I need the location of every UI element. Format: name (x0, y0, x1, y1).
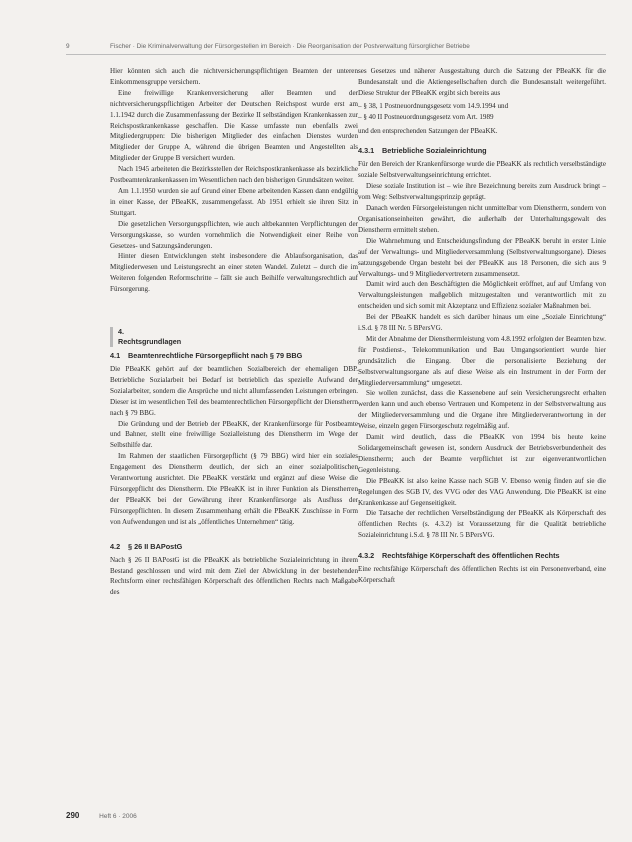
paragraph: Die Gründung und der Betrieb der PBeaKK, der Krankenfürsorge für Postbeamte und Bahner, stellt eine freiwillige Sozialleistung des Dienstherrn im Wege der Selbsthilfe dar. (110, 419, 358, 450)
paragraph: Die PBeaKK gehört auf der beamtlichen Sozialbereich der ehemaligen DBP. Betriebliche Sozialarbeit bei Bedarf ist betrieblich das spezielle Aufwand der Sozialarbeiter, sondern die Ansprüche und nicht allumfassenden Leistungen erbringen. Dieser ist im wesentlichen Teil des beamtenrechtlichen Fürsorgepflicht der Dienstherrn nach § 79 BBG. (110, 365, 358, 417)
paragraph: Die PBeaKK ist also keine Kasse nach SGB V. Ebenso wenig finden auf sie die Regelungen des SGB IV, des VVG oder des VAG Anwendung. Die PBeaKK ist eine Krankenkasse auf Gegenseitigkeit. (358, 476, 606, 507)
section-heading (110, 351, 358, 361)
statute-list (358, 101, 606, 123)
paragraph: Mit der Abnahme der Dienstherrnleistung vom 4.8.1992 erfolgten der Beamten bzw. für Postdienst-, Telekommunikation und Bau Umgangsorientiert wurde hier grundsätzlich die Eingang. Über die personalisierte Beziehung der Selbstverwaltungsorgane als auf diese Weise als ein Instrument in der Form der Mitgliederversammlung“ umgesetzt. (358, 334, 606, 387)
paragraph: Für den Bereich der Krankenfürsorge wurde die PBeaKK als rechtlich verselbständigte soziale Selbstverwaltungseinrichtung errichtet. (358, 160, 606, 180)
list-item: – § 40 II Postneuordnungsgesetz vom Art. 1989 (358, 112, 494, 121)
section-heading (358, 146, 606, 156)
paragraph: Diese soziale Institution ist – wie ihre Bezeichnung bereits zum Ausdruck bringt – vom Weg: Selbstverwaltungsprinzip geprägt. (358, 182, 606, 202)
section-title: Rechtsfähige Körperschaft des öffentlichen Rechts (382, 551, 560, 561)
paragraph: Nach § 26 II BAPostG ist die PBeaKK als betriebliche Sozialeinrichtung in ihrem Bestand geschlossen und wird mit dem Ziel der Abwicklung in der bestehenden Rechtsform einer rechtsfähigen Körperschaft des öffentlichen Rechts nach Maßgabe des (110, 555, 358, 597)
section-heading (358, 551, 606, 561)
footer-page-number: 290 (66, 811, 80, 820)
paragraph: Die Tatsache der rechtlichen Verselbständigung der PBeaKK als Körperschaft des öffentlichen Rechts (s. 4.3.2) ist Voraussetzung für die Qualität betriebliche Sozialeinrichtung i.S.d. § 78 III Nr. 5 BPersVG. (358, 509, 606, 540)
paragraph: und den entsprechenden Satzungen der PBeaKK. (358, 126, 498, 135)
page-footer (66, 811, 266, 820)
paragraph: Die gesetzlichen Versorgungspflichten, wie auch altbekannten Verpflichtungen der Versorgungskasse, so wurden vornehmlich die Notwendigkeit einer Reihe von Gesetzes- und Satzungsänderungen. (110, 219, 358, 250)
running-head-page-number: 9 (66, 43, 70, 50)
paragraph: Hier könnten sich auch die nichtversicherungspflichtigen Beamten der unteren Einkommensgruppe versichern. (110, 67, 358, 86)
left-column (110, 66, 358, 598)
section-number: 4.2 (110, 541, 121, 551)
chapter-heading (110, 327, 358, 347)
running-head-text: Fischer · Die Kriminalverwaltung der Fürsorgestellen im Bereich · Die Reorganisation der Postverwaltung fürsorglicher Betriebe (110, 43, 470, 50)
paragraph: Sie wollen zunächst, dass die Kassenebene auf sein Versicherungsrecht erhalten werden kann und auch ebenso Vertrauen und Kompetenz in der Selbstverwaltung aus der Mitgliederversammlung und die Organe ihre Mitgliederverantwortung in der Weise, einzeln gegen Fürsorgeschutz regelmäßig auf. (358, 389, 606, 431)
paragraph: Eine rechtsfähige Körperschaft des öffentlichen Rechts ist ein Personenverband, eine Körperschaft (358, 565, 606, 585)
section-title: Betriebliche Sozialeinrichtung (382, 146, 487, 156)
list-item: – § 38, 1 Postneuordnungsgesetz vom 14.9.1994 und (358, 101, 509, 110)
chapter-title: Rechtsgrundlagen (118, 337, 182, 347)
paragraph: Hinter diesen Entwicklungen steht insbesondere die Ablaufsorganisation, das Mitgliederwesen und Leistungsrecht an einer steten Wandel. Zuletzt – durch die im Weiteren folgenden Reformschritte – fällt sie auch Beihilfe verwaltungsrechtlich auf Fürsorgerung. (110, 252, 358, 294)
paragraph: Damit wird deutlich, dass die PBeaKK von 1994 bis heute keine Solidargemeinschaft gewesen ist, sondern Ausdruck der Betriebsverbundenheit des Dienstherrn; auch der Beamte verpflichtet ist zur eigenverantwortlichen Gegenleistung. (358, 433, 606, 474)
section-number: 4.3.2 (358, 551, 375, 561)
paragraph: Die Wahrnehmung und Entscheidungsfindung der PBeaKK beruht in erster Linie auf der Verwaltungs- und Mitgliederversammlung (Selbstverwaltungsorgane). Dieses satzungsgebende Organ besteht bei der PBeaKK aus 18 Personen, die sich aus 9 Verwaltungs- und 9 Mitgliedervertretern zusammensetzt. (358, 236, 606, 278)
section-number: 4.3.1 (358, 146, 375, 156)
footer-issue: Heft 6 · 2006 (99, 813, 137, 820)
right-column (358, 66, 606, 586)
paragraph: Am 1.1.1950 wurden sie auf Grund einer Ebene arbeitenden Kassen dann endgültig in einer Kasse, der PBeaKK, zusammengefasst. Ab 1951 erhielt sie ihren Sitz in Stuttgart. (110, 186, 358, 217)
paragraph: Nach 1945 arbeiteten die Bezirksstellen der Reichspostkrankenkasse als bezirkliche Postbeamtenkrankenkassen im Wesentlichen nach den bisherigen Grundsätzen weiter. (110, 165, 358, 185)
paragraph: Damit wird auch den Beschäftigten die Möglichkeit eröffnet, auf auf Umfang von Verwaltungsleistungen maßgeblich mitzugestalten und verantwortlich mit zu entscheiden und sich somit mit Akzeptanz und Effizienz sozialer Maßnahmen bei. (358, 280, 606, 311)
section-title: § 26 II BAPostG (128, 541, 183, 551)
paragraph: ses Gesetzes und näherer Ausgestaltung durch die Satzung der PBeaKK für die Bundesanstalt und die Aktiengesellschaften durch die Bundesanstalt weitergeführt. Diese Struktur der PBeaKK ergibt sich bereits aus (358, 67, 606, 97)
paragraph: Eine freiwillige Krankenversicherung aller Beamten und der nichtversicherungspflichtigen Arbeiter der Deutschen Reichspost wurde erst am 1.1.1942 durch die Zusammenfassung der Bezirke II selbständigen Krankenkassen zur Reichspostkrankenkasse geschaffen. Die Kasse umfasste nun ebenfalls zwei Mitgliedergruppen: Die bisherigen Mitglieder des einfachen Dienstes wurden Mitglieder der Gruppe A, während die übrigen Beamten und Angestellten als Mitglieder der Gruppe B versichert wurden. (110, 88, 358, 163)
header-divider (66, 54, 606, 55)
paragraph: Danach werden Fürsorgeleistungen nicht unmittelbar vom Dienstherrn, sondern von Organisationseinheiten gewährt, die außerhalb der Unterhaltungsgewalt des Dienstherrn ermittelt stehen. (358, 204, 606, 234)
chapter-number: 4. (118, 327, 124, 337)
section-heading (110, 542, 358, 552)
paragraph: Bei der PBeaKK handelt es sich darüber hinaus um eine „Soziale Einrichtung“ i.S.d. § 78 III Nr. 5 BPersVG. (358, 313, 606, 333)
section-title: Beamtenrechtliche Fürsorgepflicht nach § 79 BBG (128, 351, 303, 361)
section-number: 4.1 (110, 351, 121, 361)
paragraph: Im Rahmen der staatlichen Fürsorgepflicht (§ 79 BBG) wird hier ein soziales Engagement des Dienstherrn deutlich, der sich an einer sozialpolitischen Verantwortung ausrichtet. Die PBeaKK verstärkt und ergänzt auf diese Weise die Fürsorgepflicht des Dienstherrn. Die PBeaKK ist in ihrer Funktion als Dienstherren der PBeaKK bei der Gewährung ihrer Krankenfürsorge als Ausfluss der Fürsorgepflichten. In diesem Zusammenhang erhält die PBeaKK Zuschüsse in Form von Aufwendungen und ist als „öffentliches Unternehmen“ tätig. (110, 452, 358, 526)
